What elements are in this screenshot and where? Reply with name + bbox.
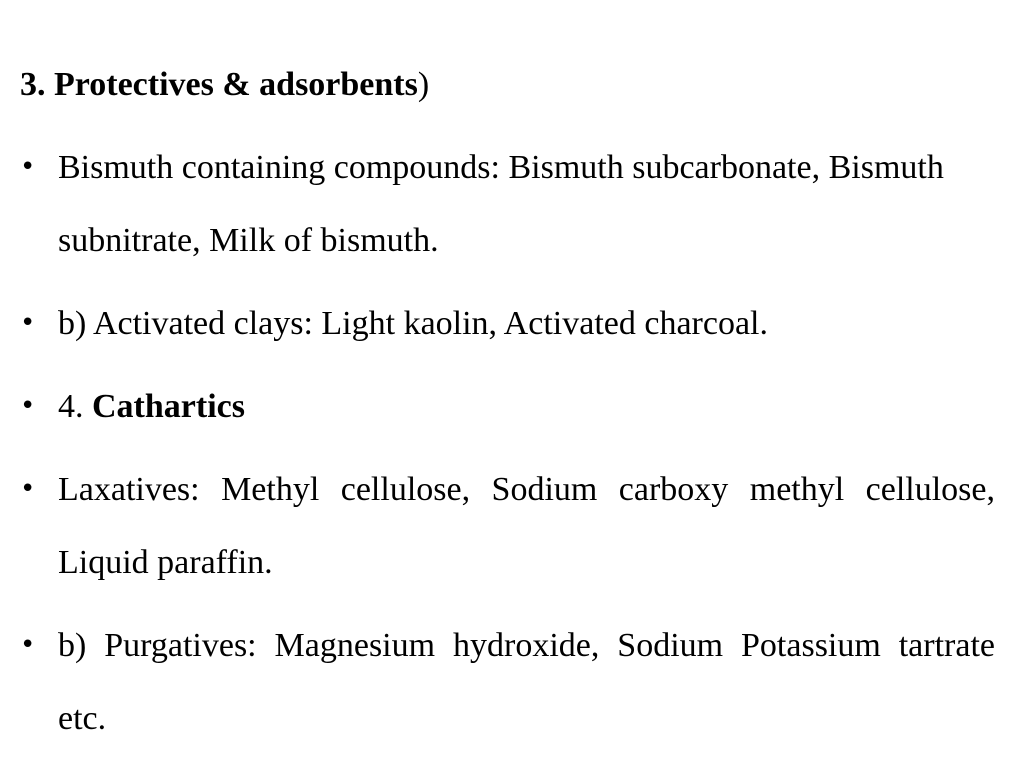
bullet-icon: • [20,152,36,182]
bullet-item-purgatives [20,609,995,755]
bullet-icon: • [20,308,36,338]
section-heading-tail: ) [417,66,430,103]
bullet-text: b) Activated clays: Light kaolin, Activated charcoal. [58,305,768,342]
bullet-icon: • [20,630,36,660]
bullet-text: b) Purgatives: Magnesium hydroxide, Sodium Potassium tartrate etc. [58,627,995,737]
bullet-item-cathartics [20,370,995,443]
section-heading-bold: 3. Protectives & adsorbents [20,66,418,103]
bullet-bold-text: Cathartics [92,388,245,425]
bullet-item-activated-clays [20,287,995,360]
bullet-list [20,131,995,765]
bullet-icon: • [20,391,36,421]
bullet-text: Laxatives: Methyl cellulose, Sodium carboxy methyl cellulose, Liquid paraffin. [58,471,995,581]
bullet-icon: • [20,474,36,504]
section-heading [20,48,429,121]
bullet-item-bismuth [20,131,995,277]
bullet-item-laxatives [20,453,995,599]
bullet-prefix: 4. [58,388,92,425]
bullet-text: Bismuth containing compounds: Bismuth subcarbonate, Bismuth subnitrate, Milk of bismuth. [58,149,944,259]
